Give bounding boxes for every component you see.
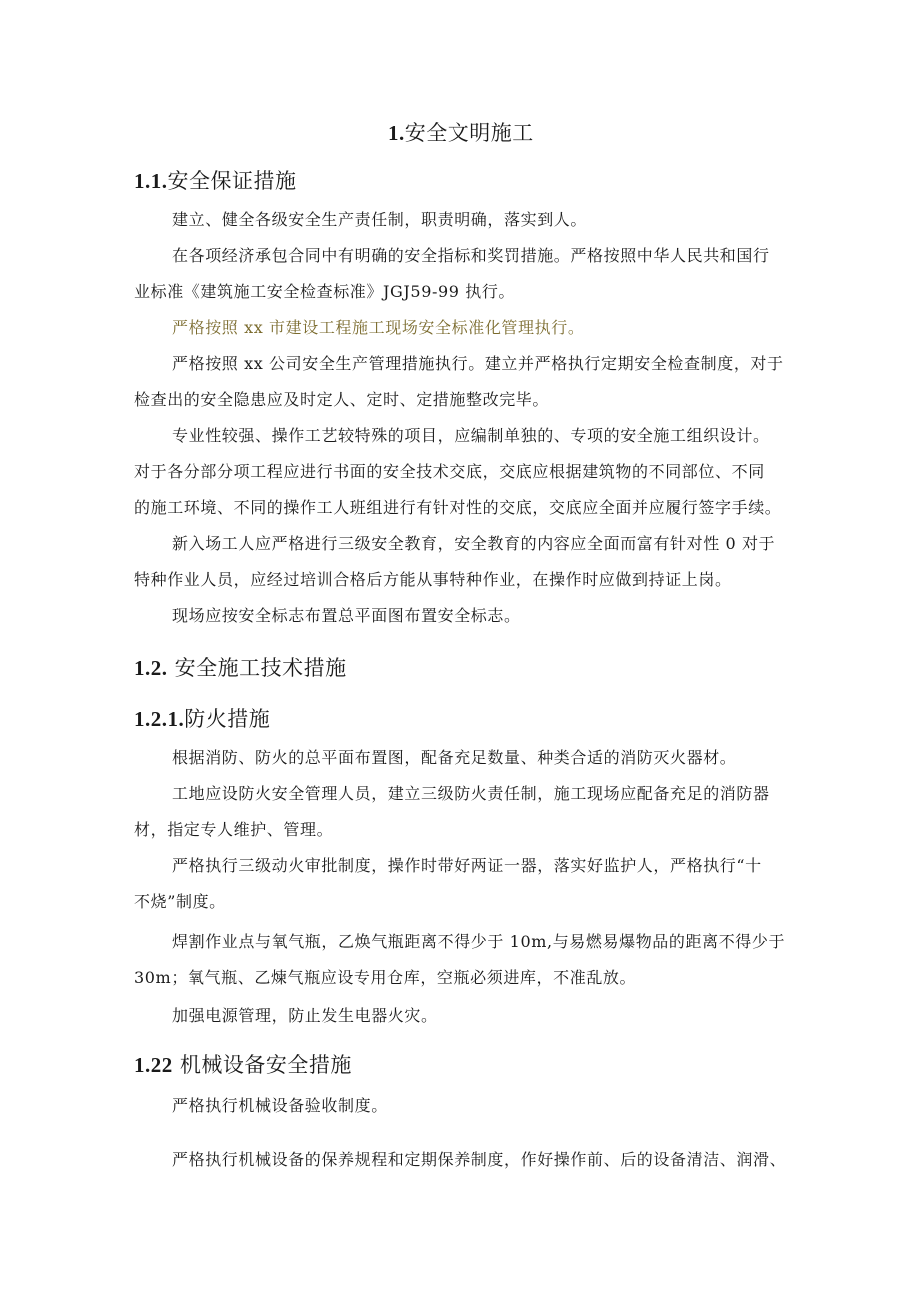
paragraph-line: 加强电源管理，防止发生电器火灾。	[172, 1006, 438, 1025]
paragraph-line: 严格执行三级动火审批制度，操作时带好两证一器，落实好监护人，严格执行“十	[172, 856, 762, 875]
paragraph-line: 检查出的安全隐患应及时定人、定时、定措施整改完毕。	[134, 390, 550, 409]
heading-1-2-2	[134, 1052, 352, 1078]
highlighted-paragraph-line: 严格按照 xx 市建设工程施工现场安全标准化管理执行。	[172, 318, 585, 337]
paragraph-line: 严格执行机械设备的保养规程和定期保养制度，作好操作前、后的设备清洁、润滑、	[172, 1150, 787, 1169]
paragraph-line: 不烧”制度。	[134, 892, 226, 911]
heading-number: 1.2.1.	[134, 707, 185, 731]
paragraph-line: 新入场工人应严格进行三级安全教育，安全教育的内容应全面而富有针对性 0 对于	[172, 534, 776, 553]
title-text: 安全文明施工	[404, 121, 534, 145]
paragraph-line: 对于各分部分项工程应进行书面的安全技术交底，交底应根据建筑物的不同部位、不同	[134, 462, 765, 481]
heading-text: 安全保证措施	[167, 169, 297, 193]
heading-1-1	[134, 168, 297, 194]
heading-number: 1.2.	[134, 656, 168, 680]
paragraph-line: 工地应设防火安全管理人员，建立三级防火责任制，施工现场应配备充足的消防器	[172, 784, 770, 803]
heading-text: 防火措施	[184, 707, 271, 731]
paragraph-line: 30m；氧气瓶、乙煉气瓶应设专用仓库，空瓶必须进库，不准乱放。	[134, 968, 637, 987]
heading-number: 1.1.	[134, 169, 168, 193]
paragraph-line: 根据消防、防火的总平面布置图，配备充足数量、种类合适的消防灭火器材。	[172, 748, 737, 767]
paragraph-line: 现场应按安全标志布置总平面图布置安全标志。	[172, 606, 521, 625]
paragraph-line: 建立、健全各级安全生产责任制，职责明确，落实到人。	[172, 210, 588, 229]
paragraph-line: 严格按照 xx 公司安全生产管理措施执行。建立并严格执行定期安全检查制度，对于	[172, 354, 784, 373]
paragraph-line: 专业性较强、操作工艺较特殊的项目，应编制单独的、专项的安全施工组织设计。	[172, 426, 770, 445]
heading-number: 1.22	[134, 1053, 173, 1077]
paragraph-line: 严格执行机械设备验收制度。	[172, 1096, 388, 1115]
heading-text: 安全施工技术措施	[167, 656, 347, 680]
paragraph-line: 特种作业人员，应经过培训合格后方能从事特种作业，在操作时应做到持证上岗。	[134, 570, 732, 589]
heading-1-2	[134, 655, 347, 681]
heading-1-2-1	[134, 706, 270, 732]
paragraph-line: 在各项经济承包合同中有明确的安全指标和奖罚措施。严格按照中华人民共和国行	[172, 246, 770, 265]
paragraph-line: 业标准《建筑施工安全检查标准》JGJ59-99 执行。	[134, 282, 516, 301]
paragraph-line: 材，指定专人维护、管理。	[134, 820, 334, 839]
document-title	[388, 120, 534, 146]
paragraph-line: 焊割作业点与氧气瓶，乙焕气瓶距离不得少于 10m,与易燃易爆物品的距离不得少于	[172, 932, 786, 951]
title-number: 1.	[388, 121, 405, 145]
paragraph-line: 的施工环境、不同的操作工人班组进行有针对性的交底，交底应全面并应履行签字手续。	[134, 498, 782, 517]
heading-text: 机械设备安全措施	[172, 1053, 352, 1077]
